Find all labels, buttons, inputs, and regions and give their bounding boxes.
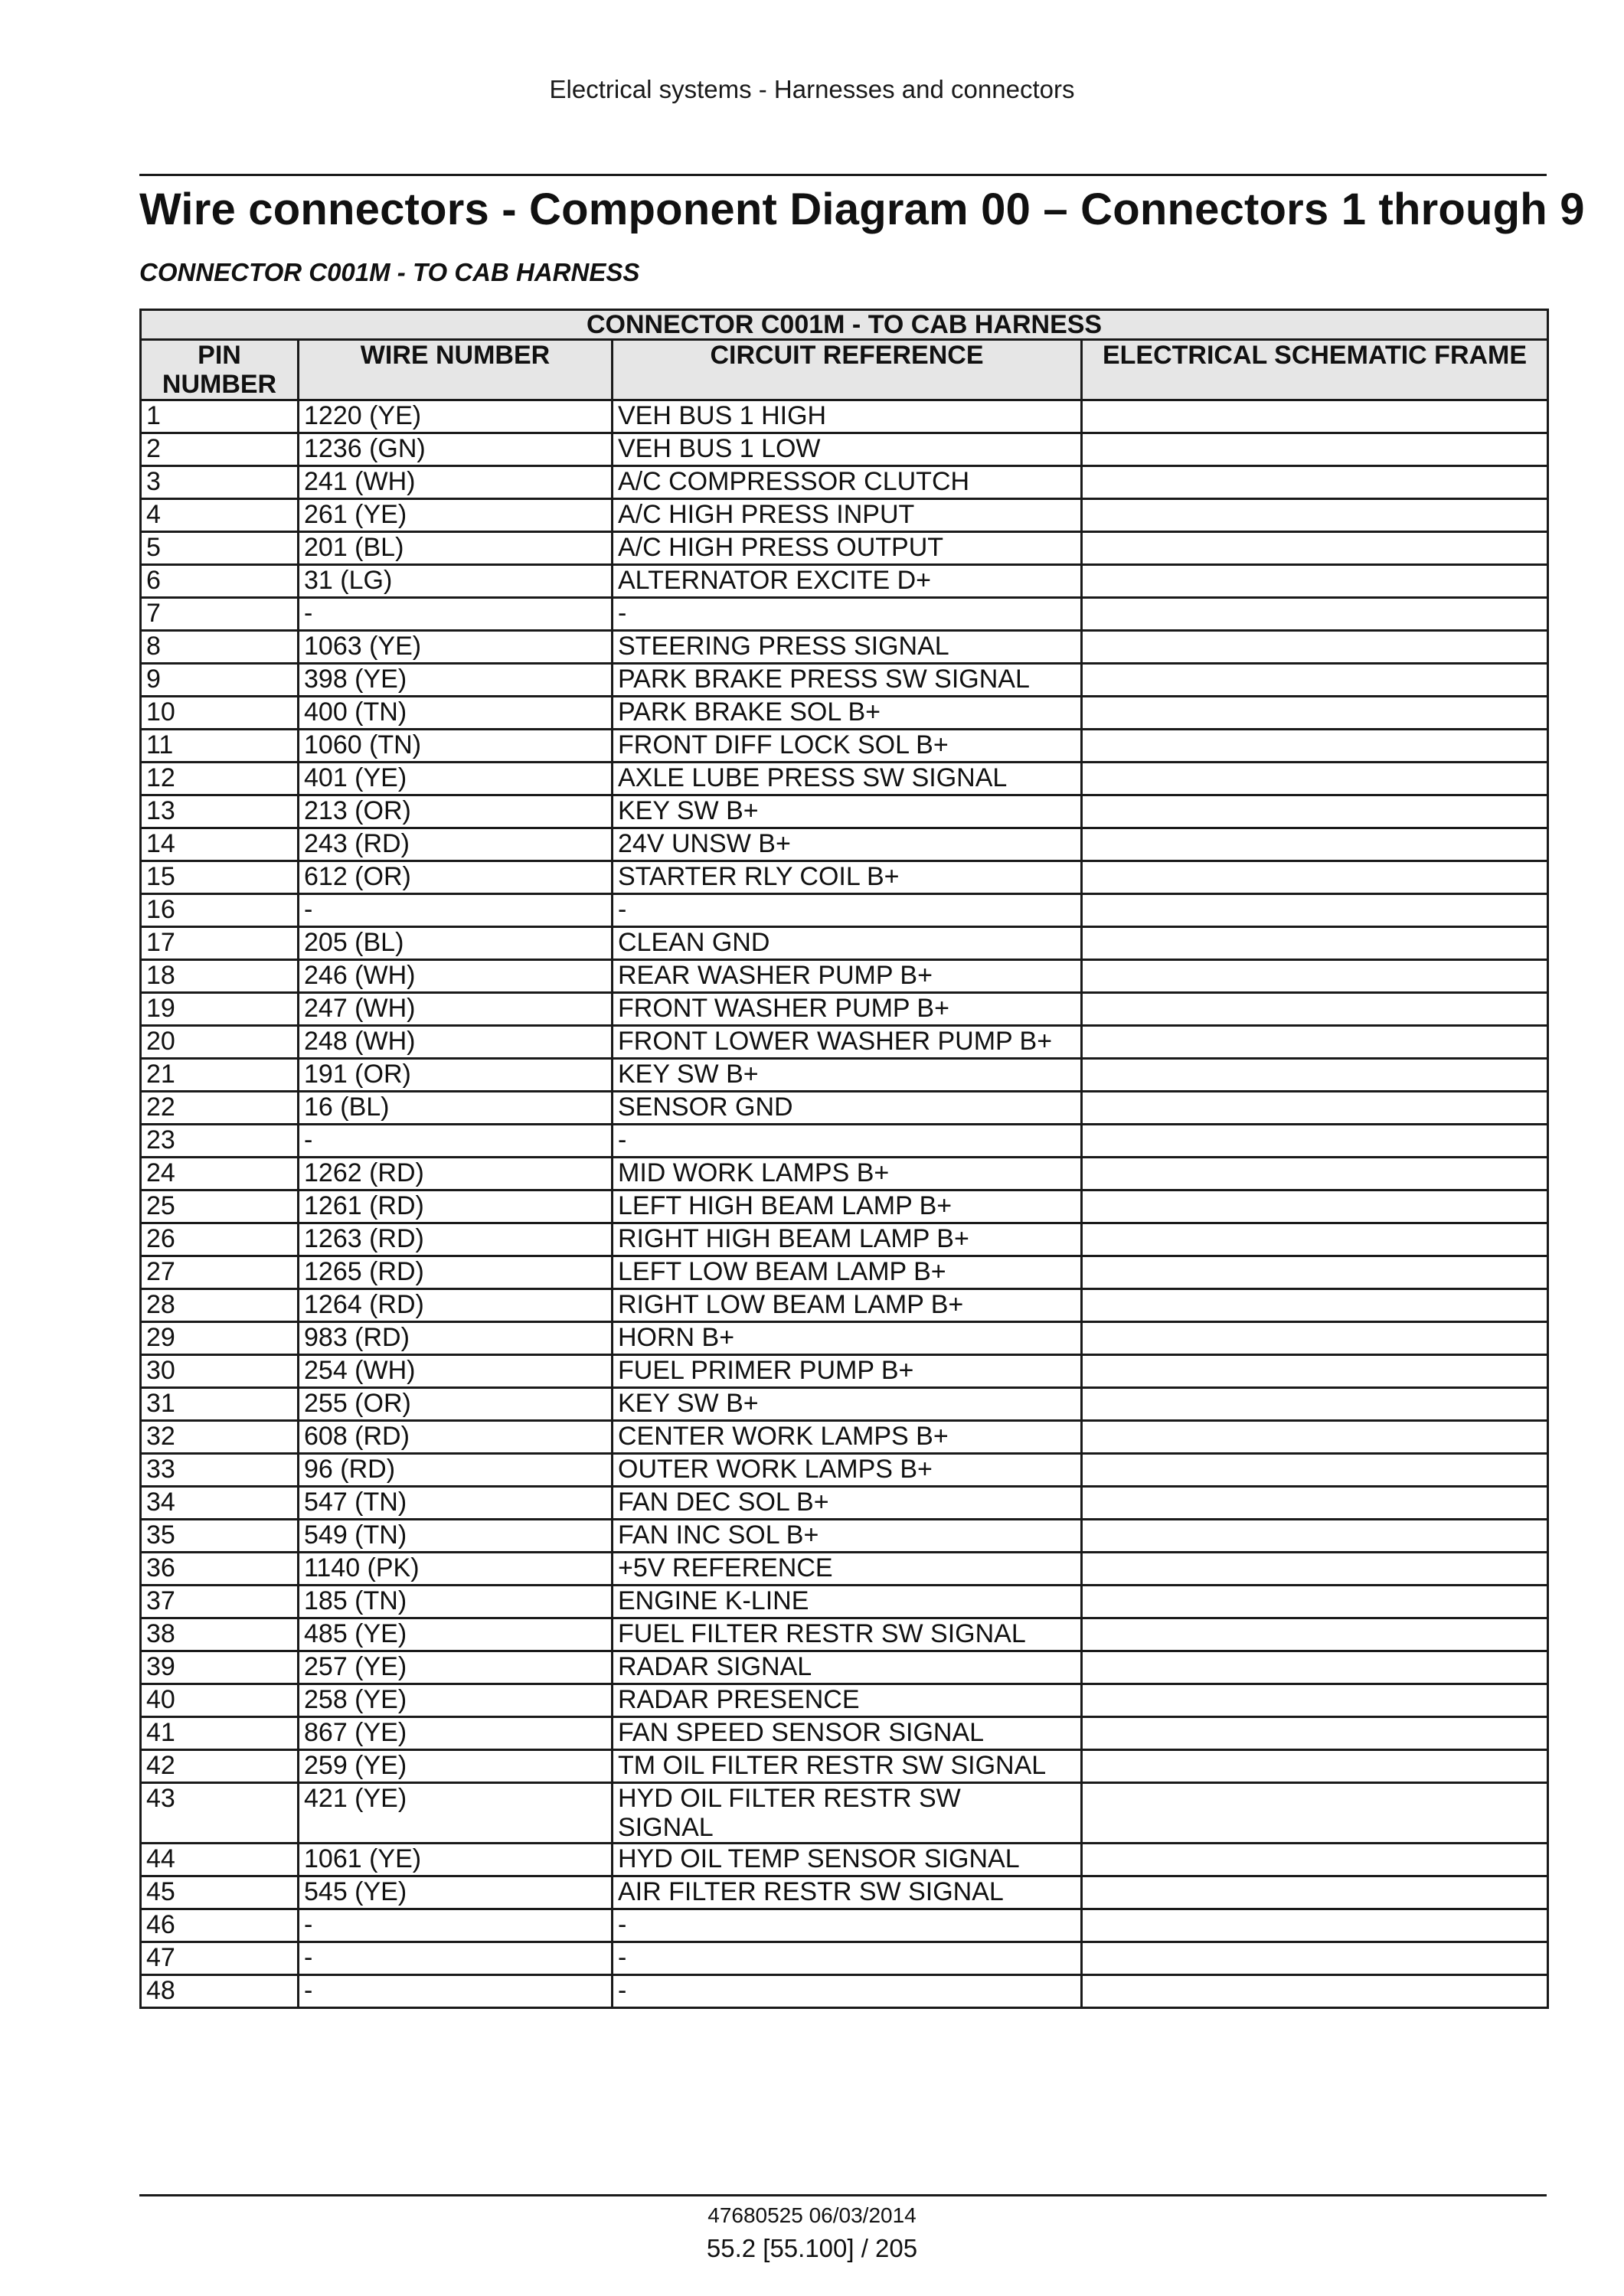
table-row [141,664,1548,697]
table-row [141,1586,1548,1618]
wire-number-cell: 1261 (RD) [299,1190,613,1223]
table-row [141,1421,1548,1454]
schematic-frame-cell [1082,927,1548,960]
schematic-frame-cell [1082,1717,1548,1750]
circuit-reference-cell: - [613,598,1082,631]
table-row [141,1289,1548,1322]
wire-number-cell: 16 (BL) [299,1092,613,1125]
schematic-frame-cell [1082,433,1548,466]
circuit-reference-cell: RIGHT LOW BEAM LAMP B+ [613,1289,1082,1322]
circuit-reference-cell: FAN INC SOL B+ [613,1520,1082,1553]
wire-number-cell: - [299,1909,613,1942]
wire-number-cell: 185 (TN) [299,1586,613,1618]
document-code: 47680525 06/03/2014 [707,2203,917,2227]
table-row [141,1487,1548,1520]
pin-number-cell: 16 [141,894,299,927]
pin-number-cell: 44 [141,1844,299,1876]
table-row [141,828,1548,861]
wire-number-cell: 258 (YE) [299,1684,613,1717]
table-row [141,795,1548,828]
pin-number-cell: 11 [141,730,299,763]
wire-number-cell: 261 (YE) [299,499,613,532]
schematic-frame-cell [1082,1651,1548,1684]
table-row [141,1454,1548,1487]
pin-number-cell: 25 [141,1190,299,1223]
schematic-frame-cell [1082,1158,1548,1190]
table-row [141,499,1548,532]
wire-number-cell: 1236 (GN) [299,433,613,466]
pin-number-cell: 32 [141,1421,299,1454]
wire-number-cell: 545 (YE) [299,1876,613,1909]
pin-number-cell: 17 [141,927,299,960]
table-row [141,1256,1548,1289]
schematic-frame-cell [1082,1125,1548,1158]
section-subtitle: CONNECTOR C001M - TO CAB HARNESS [139,258,640,286]
wire-number-cell: - [299,598,613,631]
wire-number-cell: 1263 (RD) [299,1223,613,1256]
pin-number-cell: 13 [141,795,299,828]
circuit-reference-cell: RADAR PRESENCE [613,1684,1082,1717]
circuit-reference-cell: MID WORK LAMPS B+ [613,1158,1082,1190]
wire-number-cell: 421 (YE) [299,1783,613,1844]
wire-number-cell: 1264 (RD) [299,1289,613,1322]
pin-number-cell: 30 [141,1355,299,1388]
schematic-frame-cell [1082,1223,1548,1256]
pin-number-cell: 19 [141,993,299,1026]
wire-number-cell: 259 (YE) [299,1750,613,1783]
schematic-frame-cell [1082,861,1548,894]
circuit-reference-cell: FRONT LOWER WASHER PUMP B+ [613,1026,1082,1059]
wire-number-cell: 400 (TN) [299,697,613,730]
column-header-schematic-frame: ELECTRICAL SCHEMATIC FRAME [1082,340,1548,400]
header-rule [139,174,1547,176]
schematic-frame-cell [1082,1909,1548,1942]
pin-number-cell: 12 [141,763,299,795]
pin-number-cell: 14 [141,828,299,861]
schematic-frame-cell [1082,1421,1548,1454]
pin-number-cell: 5 [141,532,299,565]
table-row [141,1520,1548,1553]
circuit-reference-cell: A/C HIGH PRESS INPUT [613,499,1082,532]
pin-number-cell: 35 [141,1520,299,1553]
table-row [141,1223,1548,1256]
circuit-reference-cell: OUTER WORK LAMPS B+ [613,1454,1082,1487]
schematic-frame-cell [1082,1322,1548,1355]
circuit-reference-cell: RADAR SIGNAL [613,1651,1082,1684]
circuit-reference-cell: STEERING PRESS SIGNAL [613,631,1082,664]
circuit-reference-cell: - [613,1975,1082,2008]
wire-number-cell: - [299,894,613,927]
pin-number-cell: 10 [141,697,299,730]
schematic-frame-cell [1082,1388,1548,1421]
wire-number-cell: 254 (WH) [299,1355,613,1388]
circuit-reference-cell: HYD OIL FILTER RESTR SW SIGNAL [613,1783,1082,1844]
schematic-frame-cell [1082,763,1548,795]
pin-number-cell: 8 [141,631,299,664]
circuit-reference-cell: TM OIL FILTER RESTR SW SIGNAL [613,1750,1082,1783]
pin-number-cell: 31 [141,1388,299,1421]
footer-rule [139,2194,1547,2196]
wire-number-cell: 1140 (PK) [299,1553,613,1586]
table-row [141,532,1548,565]
pin-number-cell: 33 [141,1454,299,1487]
circuit-reference-cell: A/C COMPRESSOR CLUTCH [613,466,1082,499]
pin-number-cell: 29 [141,1322,299,1355]
circuit-reference-cell: - [613,1909,1082,1942]
schematic-frame-cell [1082,1092,1548,1125]
circuit-reference-cell: VEH BUS 1 LOW [613,433,1082,466]
table-row [141,1750,1548,1783]
table-row [141,598,1548,631]
table-row [141,1783,1548,1844]
circuit-reference-cell: - [613,894,1082,927]
wire-number-cell: 401 (YE) [299,763,613,795]
pin-number-cell: 43 [141,1783,299,1844]
wire-number-cell: 867 (YE) [299,1717,613,1750]
circuit-reference-cell: - [613,1125,1082,1158]
pin-number-cell: 20 [141,1026,299,1059]
page-number: 55.2 [55.100] / 205 [706,2234,918,2262]
pin-number-cell: 7 [141,598,299,631]
wire-number-cell: 248 (WH) [299,1026,613,1059]
schematic-frame-cell [1082,1750,1548,1783]
schematic-frame-cell [1082,993,1548,1026]
circuit-reference-cell: FAN DEC SOL B+ [613,1487,1082,1520]
table-row [141,1618,1548,1651]
schematic-frame-cell [1082,499,1548,532]
pin-number-cell: 45 [141,1876,299,1909]
table-row [141,1909,1548,1942]
circuit-reference-cell: FRONT DIFF LOCK SOL B+ [613,730,1082,763]
wire-number-cell: 247 (WH) [299,993,613,1026]
table-row [141,1158,1548,1190]
pin-number-cell: 18 [141,960,299,993]
table-row [141,960,1548,993]
circuit-reference-cell: AIR FILTER RESTR SW SIGNAL [613,1876,1082,1909]
table-row [141,1651,1548,1684]
wire-number-cell: 608 (RD) [299,1421,613,1454]
pin-number-cell: 2 [141,433,299,466]
circuit-reference-cell: FUEL FILTER RESTR SW SIGNAL [613,1618,1082,1651]
wire-number-cell: 612 (OR) [299,861,613,894]
schematic-frame-cell [1082,828,1548,861]
circuit-reference-cell: KEY SW B+ [613,795,1082,828]
circuit-reference-cell: LEFT HIGH BEAM LAMP B+ [613,1190,1082,1223]
table-row [141,1717,1548,1750]
circuit-reference-cell: KEY SW B+ [613,1059,1082,1092]
table-row [141,1190,1548,1223]
schematic-frame-cell [1082,400,1548,433]
table-row [141,861,1548,894]
schematic-frame-cell [1082,532,1548,565]
pin-number-cell: 6 [141,565,299,598]
schematic-frame-cell [1082,1059,1548,1092]
circuit-reference-cell: ENGINE K-LINE [613,1586,1082,1618]
schematic-frame-cell [1082,1586,1548,1618]
pin-number-cell: 24 [141,1158,299,1190]
pin-number-cell: 28 [141,1289,299,1322]
circuit-reference-cell: HYD OIL TEMP SENSOR SIGNAL [613,1844,1082,1876]
wire-number-cell: 1220 (YE) [299,400,613,433]
pin-number-cell: 26 [141,1223,299,1256]
table-row [141,1355,1548,1388]
schematic-frame-cell [1082,1026,1548,1059]
pin-number-cell: 34 [141,1487,299,1520]
circuit-reference-cell: RIGHT HIGH BEAM LAMP B+ [613,1223,1082,1256]
table-row [141,1059,1548,1092]
column-header-pin-number: PIN NUMBER [141,340,299,400]
table-row [141,697,1548,730]
pin-number-cell: 42 [141,1750,299,1783]
page-title: Wire connectors - Component Diagram 00 – Connectors 1 through 9 [139,185,1585,234]
table-row [141,1092,1548,1125]
circuit-reference-cell: STARTER RLY COIL B+ [613,861,1082,894]
wire-number-cell: 96 (RD) [299,1454,613,1487]
wire-number-cell: 1060 (TN) [299,730,613,763]
pin-number-cell: 27 [141,1256,299,1289]
circuit-reference-cell: A/C HIGH PRESS OUTPUT [613,532,1082,565]
wire-number-cell: 31 (LG) [299,565,613,598]
wire-number-cell: - [299,1942,613,1975]
schematic-frame-cell [1082,664,1548,697]
wire-number-cell: 1262 (RD) [299,1158,613,1190]
table-row [141,1322,1548,1355]
circuit-reference-cell: CENTER WORK LAMPS B+ [613,1421,1082,1454]
wire-number-cell: 485 (YE) [299,1618,613,1651]
circuit-reference-cell: +5V REFERENCE [613,1553,1082,1586]
schematic-frame-cell [1082,1684,1548,1717]
column-header-wire-number: WIRE NUMBER [299,340,613,400]
schematic-frame-cell [1082,1975,1548,2008]
running-header: Electrical systems - Harnesses and connectors [549,75,1075,103]
schematic-frame-cell [1082,565,1548,598]
table-row [141,1844,1548,1876]
table-row [141,1876,1548,1909]
wire-number-cell: 1061 (YE) [299,1844,613,1876]
schematic-frame-cell [1082,598,1548,631]
wire-number-cell: 983 (RD) [299,1322,613,1355]
wire-number-cell: 1063 (YE) [299,631,613,664]
pin-number-cell: 41 [141,1717,299,1750]
circuit-reference-cell: HORN B+ [613,1322,1082,1355]
circuit-reference-cell: SENSOR GND [613,1092,1082,1125]
circuit-reference-cell: - [613,1942,1082,1975]
wire-number-cell: 398 (YE) [299,664,613,697]
pin-number-cell: 3 [141,466,299,499]
table-row [141,730,1548,763]
pin-number-cell: 37 [141,1586,299,1618]
circuit-reference-cell: FUEL PRIMER PUMP B+ [613,1355,1082,1388]
pin-number-cell: 48 [141,1975,299,2008]
pin-number-cell: 38 [141,1618,299,1651]
pin-number-cell: 40 [141,1684,299,1717]
circuit-reference-cell: PARK BRAKE SOL B+ [613,697,1082,730]
connector-pin-table [139,309,1549,2009]
schematic-frame-cell [1082,1876,1548,1909]
table-body [141,400,1548,2008]
schematic-frame-cell [1082,960,1548,993]
schematic-frame-cell [1082,466,1548,499]
wire-number-cell: - [299,1975,613,2008]
wire-number-cell: 201 (BL) [299,532,613,565]
pin-number-cell: 9 [141,664,299,697]
wire-number-cell: 241 (WH) [299,466,613,499]
schematic-frame-cell [1082,631,1548,664]
table-row [141,763,1548,795]
wire-number-cell: 243 (RD) [299,828,613,861]
schematic-frame-cell [1082,1190,1548,1223]
table-row [141,1026,1548,1059]
schematic-frame-cell [1082,894,1548,927]
table-row [141,400,1548,433]
circuit-reference-cell: VEH BUS 1 HIGH [613,400,1082,433]
schematic-frame-cell [1082,1520,1548,1553]
pin-number-cell: 23 [141,1125,299,1158]
schematic-frame-cell [1082,1618,1548,1651]
table-row [141,433,1548,466]
pin-number-cell: 39 [141,1651,299,1684]
table-row [141,1553,1548,1586]
table-row [141,993,1548,1026]
wire-number-cell: - [299,1125,613,1158]
table-row [141,1388,1548,1421]
circuit-reference-cell: REAR WASHER PUMP B+ [613,960,1082,993]
schematic-frame-cell [1082,1289,1548,1322]
table-row [141,631,1548,664]
wire-number-cell: 257 (YE) [299,1651,613,1684]
schematic-frame-cell [1082,1942,1548,1975]
pin-number-cell: 4 [141,499,299,532]
wire-number-cell: 246 (WH) [299,960,613,993]
circuit-reference-cell: LEFT LOW BEAM LAMP B+ [613,1256,1082,1289]
column-header-circuit-reference: CIRCUIT REFERENCE [613,340,1082,400]
circuit-reference-cell: ALTERNATOR EXCITE D+ [613,565,1082,598]
wire-number-cell: 205 (BL) [299,927,613,960]
pin-number-cell: 1 [141,400,299,433]
pin-number-cell: 47 [141,1942,299,1975]
circuit-reference-cell: FAN SPEED SENSOR SIGNAL [613,1717,1082,1750]
wire-number-cell: 547 (TN) [299,1487,613,1520]
wire-number-cell: 191 (OR) [299,1059,613,1092]
pin-number-cell: 46 [141,1909,299,1942]
pin-number-cell: 15 [141,861,299,894]
circuit-reference-cell: KEY SW B+ [613,1388,1082,1421]
circuit-reference-cell: 24V UNSW B+ [613,828,1082,861]
schematic-frame-cell [1082,1783,1548,1844]
circuit-reference-cell: CLEAN GND [613,927,1082,960]
circuit-reference-cell: AXLE LUBE PRESS SW SIGNAL [613,763,1082,795]
table-row [141,1975,1548,2008]
wire-number-cell: 255 (OR) [299,1388,613,1421]
wire-number-cell: 1265 (RD) [299,1256,613,1289]
table-caption: CONNECTOR C001M - TO CAB HARNESS [141,310,1548,340]
table-row [141,927,1548,960]
schematic-frame-cell [1082,697,1548,730]
table-row [141,1125,1548,1158]
schematic-frame-cell [1082,730,1548,763]
pin-number-cell: 36 [141,1553,299,1586]
table-row [141,466,1548,499]
schematic-frame-cell [1082,1355,1548,1388]
wire-number-cell: 213 (OR) [299,795,613,828]
circuit-reference-cell: FRONT WASHER PUMP B+ [613,993,1082,1026]
schematic-frame-cell [1082,1454,1548,1487]
pin-number-cell: 22 [141,1092,299,1125]
schematic-frame-cell [1082,795,1548,828]
table-row [141,1942,1548,1975]
schematic-frame-cell [1082,1844,1548,1876]
pin-number-cell: 21 [141,1059,299,1092]
table-row [141,565,1548,598]
schematic-frame-cell [1082,1256,1548,1289]
schematic-frame-cell [1082,1553,1548,1586]
table-row [141,1684,1548,1717]
schematic-frame-cell [1082,1487,1548,1520]
circuit-reference-cell: PARK BRAKE PRESS SW SIGNAL [613,664,1082,697]
wire-number-cell: 549 (TN) [299,1520,613,1553]
table-row [141,894,1548,927]
